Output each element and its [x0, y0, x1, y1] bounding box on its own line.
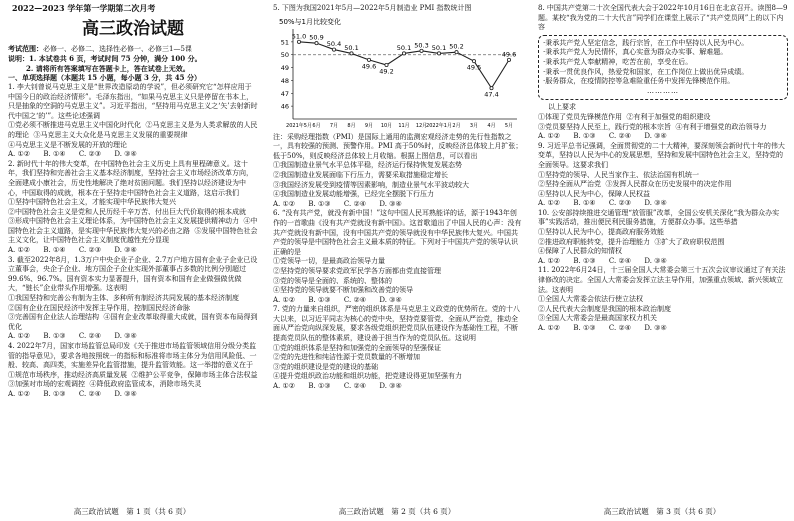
data-label: 50.1 — [344, 43, 359, 52]
data-point — [367, 58, 370, 61]
y-tick-label: 49 — [280, 63, 289, 72]
data-point — [385, 63, 388, 66]
instruction-2: 2. 请将所有答案填写在答题卡上，答在试卷上无效。 — [26, 63, 190, 73]
question-4: 4. 2022年7月，国家市场监管总局印发《关于推进市场监管领域信用分级分类监管的指导意见》，要求各地按照统一的指标和标准将市场主体分为信用风险低、一般、较高、高四类，实施差异化监管措施，提升监管效能。这一举措的意义在于 ①规范市场秩序，推动经济高质量发展 ②维护公平竞争，保障市场主体合法权益 ③加强对市场的宏观调控 ④降低政府监管成本，消除市场失灵 — [8, 342, 258, 389]
page-footer: 高三政治试题 第 2 页（共 6 页） — [338, 507, 456, 517]
data-point — [350, 51, 353, 54]
x-tick-label: 10月 — [380, 122, 393, 129]
question-7-options: A. ①② B. ①③ C. ②④ D. ③④ — [273, 382, 402, 391]
data-label: 50.4 — [326, 39, 342, 48]
question-11-options: A. ①② B. ①③ C. ②④ D. ③④ — [538, 324, 667, 332]
question-8-sub: 以上要求 — [548, 103, 576, 112]
data-point — [315, 41, 318, 44]
x-tick-label: 3月 — [469, 122, 479, 129]
data-label: 50.2 — [449, 42, 464, 51]
question-5-body: ①我国制造业景气水平总体平稳，经济运行保持恢复发展态势 ②我国制造业发展面临下行压力，需要采取措施稳定增长 ③我国经济发展受到疫情等因素影响，制造业景气水平波动较大 ④我国制造业发展动能增强，已经完全摆脱下行压力 — [273, 161, 469, 199]
question-9: 9. 习近平总书记强调，全面贯彻党的二十大精神，要深刻领会新时代十年的伟大变革，坚持以人民为中心的发展思想，坚持和发展中国特色社会主义，坚持党的全面领导。这要求我们 ①坚持党的领导、人民当家作主、依法治国有机统一 ②坚持全面从严治党 ③发挥人民群众在历史发展中的决定作用 ④坚持以人民为中心，保障人民权益 — [538, 141, 785, 198]
question-11: 11. 2022年6月24日，十三届全国人大常委会第三十五次会议审议通过了有关法律修改的决定。全国人大常委会发挥立法主导作用，加强重点领域、新兴领域立法。这表明 ①全国人大常委会依法行使立法权 ②人民代表大会制度是我国的根本政治制度 ③全国人大常委会是最高国家权力机关 — [538, 266, 786, 323]
x-tick-label: 7月 — [329, 122, 339, 129]
exam-header: 2022—2023 学年第一学期第二次月考 — [12, 3, 156, 13]
question-3: 3. 截至2022年8月，1.3万户中央企业子企业、2.7万户地方国有企业子企业已设立董事会，央企子企业、地方国企子企业实现外部董事占多数的比例分别超过99.6%、96.7%。国有资本实力显著提升，国有资本和国有企业做强做优做大，“链长”企业带头作用增强。这表明 ①我国坚持和完善公有制为主体、多种所有制经济共同发展的基本经济制度 ②国有企业在国民经济中发挥主导作用，控制国民经济命脉 ③完善国有企业法人治理结构 ④国有企业改革取得重大成就，国有资本布局得到优化 — [8, 255, 258, 331]
x-tick-label: 6月 — [312, 122, 321, 129]
x-tick-label: 9月 — [364, 122, 374, 129]
exam-page-2 — [265, 0, 529, 521]
data-label: 47.4 — [484, 90, 499, 99]
data-label: 50.3 — [414, 40, 429, 49]
question-4-options: A. ①② B. ①③ C. ②④ D. ③④ — [8, 389, 137, 398]
data-label: 49.6 — [501, 49, 517, 58]
data-point — [490, 86, 493, 89]
question-5-options: A. ①② B. ①③ C. ②④ D. ③④ — [273, 199, 402, 208]
y-tick-label: 46 — [280, 102, 289, 111]
data-point — [455, 50, 458, 53]
question-6-options: A. ①② B. ①③ C. ②④ D. ③④ — [273, 295, 402, 304]
data-point — [420, 49, 423, 52]
pmi-line-chart — [273, 15, 521, 133]
question-8-options: A. ①② B. ①③ C. ②④ D. ③④ — [538, 132, 667, 141]
requirements-group-1: ·秉承共产党人坚定信念，践行宗旨，在工作中坚持以人民为中心。 ·秉承共产党人为民情怀，真心实意为群众办实事、解难题。 ·秉承共产党人奉献精神，吃苦在前，享受在后。 — [543, 38, 749, 66]
question-5-intro: 5. 下图为我国2021年5月—2022年5月制造业 PMI 指数统计图 — [273, 4, 472, 12]
pmi-chart-svg — [273, 15, 521, 133]
requirements-group-2: ·秉承一贯优良作风，热爱党和国家，在工作岗位上做出优异成绩。 ·服务群众，在疫情防控等急难险重任务中发挥先锋模范作用。 — [543, 67, 749, 86]
data-label: 50.1 — [431, 43, 447, 52]
question-3-options: A. ①② B. ①③ C. ②④ D. ③④ — [8, 332, 137, 341]
data-point — [332, 48, 335, 51]
question-2-options: A. ①② B. ①④ C. ②③ D. ③④ — [8, 246, 137, 255]
exam-page-1 — [0, 0, 264, 521]
x-tick-label: 8月 — [347, 122, 356, 129]
x-tick-label: 4月 — [487, 122, 496, 129]
y-tick-label: 48 — [280, 76, 289, 85]
y-tick-label: 51 — [280, 37, 289, 46]
question-1-options: A. ①② B. ①④ C. ②③ D. ③④ — [8, 150, 137, 159]
chart-title: 50%与1月比较变化 — [279, 17, 342, 26]
x-tick-label: 11月 — [398, 122, 410, 129]
x-tick-label: 2021年5月 — [286, 122, 312, 129]
question-10-options: A. ①② B. ①③ C. ②④ D. ③④ — [538, 256, 667, 265]
exam-page-3 — [530, 0, 794, 521]
data-point — [472, 59, 475, 62]
page-footer: 高三政治试题 第 1 页（共 6 页） — [73, 507, 191, 517]
page-footer: 高三政治试题 第 3 页（共 6 页） — [603, 507, 721, 517]
question-6: 6. “没有共产党，就没有新中国！”这句中国人民耳熟能详的话，源于1943年创作的一首歌曲《没有共产党就没有新中国》。这首歌道出了中国人民的心声：没有共产党就没有新中国，没有中国共产党的领导就没有中华民族伟大复兴。中国共产党的领导是中国特色社会主义最本质的特征。下列对于中国共产党的领导认识正确的是 ①党领导一切，是最高政治领导力量 ②坚持党的领导要求党政军民学各方面都由党直接管理 ③党的领导是全面的、系统的、整体的 ④坚持党的领导就要不断加强和改善党的领导 — [273, 209, 522, 295]
data-label: 50.1 — [396, 43, 412, 52]
exam-scope-label: 考试范围： — [8, 43, 43, 53]
question-1: 1. 李大钊曾说马克思主义是“世界改造原动的学说”，但必须研究它“怎样应用于中国今日的政治经济情形”。毛泽东指出，“如果马克思主义只是停留在书本上，只是抽象的空洞的马克思主义”。习近平指出，“坚持用马克思主义之‘矢’去射新时代中国之‘的’”。这些论述强调 ①党必须不断推进马克思主义中国化时代化 ②马克思主义是为人类求解放的人民的理论 ③马克思主义大众化是马克思主义发展的重要规律 ④马克思主义是不断发展的开放的理论 — [8, 82, 258, 149]
y-tick-label: 47 — [280, 89, 289, 98]
data-label: 49.5 — [466, 63, 482, 72]
x-tick-label: 2月 — [452, 122, 461, 129]
data-label: 51.0 — [291, 31, 307, 40]
question-5-note: 注：采购经理指数（PMI）是国际上通用的监测宏观经济走势的先行性指数之一，具有较强的预测、预警作用。PMI 高于50%时，反映经济总体较上月扩张；低于50%，则反映经济总体较上月收缩。根据上图信息，可以看出 — [273, 132, 523, 160]
data-point — [507, 58, 510, 61]
data-point — [402, 51, 405, 54]
exam-title: 高三政治试题 — [82, 18, 184, 39]
question-8-body: ①体现了党员先锋模范作用 ②有利于加强党的组织建设 ③党员要坚持人民至上，践行党的根本宗旨 ④有利于增强党的政治领导力 — [538, 112, 767, 131]
question-7: 7. 党的力量来自组织，严密的组织体系是马克思主义政党的优势所在。党的十八大以来，以习近平同志为核心的党中央，坚持党要管党、全面从严治党，推动全面从严治党向纵深发展，要求各级党组织把党员队伍建设作为基础性工程，不断提高党员队伍的整体素质，建设善于担当作为的党员队伍。这说明 ①党的组织体系是坚持和加强党的全面领导的坚强保证 ②党的先进性和纯洁性源于党员数量的不断增加 ③党的组织建设是党的建设的基础 ④提升党组织政治功能和组织功能，把党建设得更加坚强有力 — [273, 305, 520, 381]
data-label: 49.6 — [361, 61, 377, 70]
question-2: 2. 新时代十年的伟大变革，在中国特色社会主义历史上具有里程碑意义。这十年，我们坚持和完善社会主义基本经济制度，坚持社会主义市场经济改革方向，全面建成小康社会，历史性地解决了绝对贫困问题。我们坚持以经济建设为中心，中国取得的成就，根本在于坚持走中国特色社会主义道路，这启示我们 ①坚持中国特色社会主义，才能实现中华民族伟大复兴 ②中国特色社会主义是党和人民历经千辛万苦、付出巨大代价取得的根本成就 ③形成中国特色社会主义理论体系，为中国特色社会主义发展提供精神动力 ④中国特色社会主义道路，是实现中华民族伟大复兴的必由之路 ⑤发展中国特色社会主义文化，让中国特色社会主义制度优越性充分显现 — [8, 159, 258, 245]
question-10: 10. 公安部持续推进交通管理“放管服”改革，全国公安机关深化“我为群众办实事”实践活动，推出便民利民服务措施，方便群众办事。这些举措 ①坚持以人民为中心，提高政府服务效能 ②推进政府职能转变，提升治理能力 ③扩大了政府职权范围 ④保障了人民群众的知情权 — [538, 208, 780, 256]
ellipsis: ………… — [647, 86, 679, 95]
requirements-box — [538, 35, 788, 101]
x-tick-label: 12月 — [415, 122, 428, 129]
y-tick-label: 50 — [280, 50, 289, 59]
question-8: 8. 中国共产党第二十次全国代表大会于2022年10月16日在北京召开。读图8—9题。某校“我为党的二十大代言”同学们在课堂上展示了“共产党员网”上的以下内容 — [538, 4, 788, 32]
data-label: 50.9 — [309, 33, 324, 42]
data-point — [437, 51, 440, 54]
x-tick-label: 2022年1月 — [426, 122, 452, 129]
x-tick-label: 5月 — [504, 122, 514, 129]
exam-scope: 必修一、必修二、选择性必修一、必修三1—5课 — [43, 44, 192, 53]
question-9-options: A. ①② B. ①④ C. ②③ D. ③④ — [538, 199, 667, 208]
data-label: 49.2 — [379, 67, 394, 76]
data-point — [297, 40, 300, 43]
instruction-1: 说明：1. 本试卷共 6 页，考试时间 75 分钟，满分 100 分。 — [8, 54, 202, 64]
section-heading: 一、单项选择题（本题共 15 小题，每小题 3 分，共 45 分） — [8, 73, 201, 83]
